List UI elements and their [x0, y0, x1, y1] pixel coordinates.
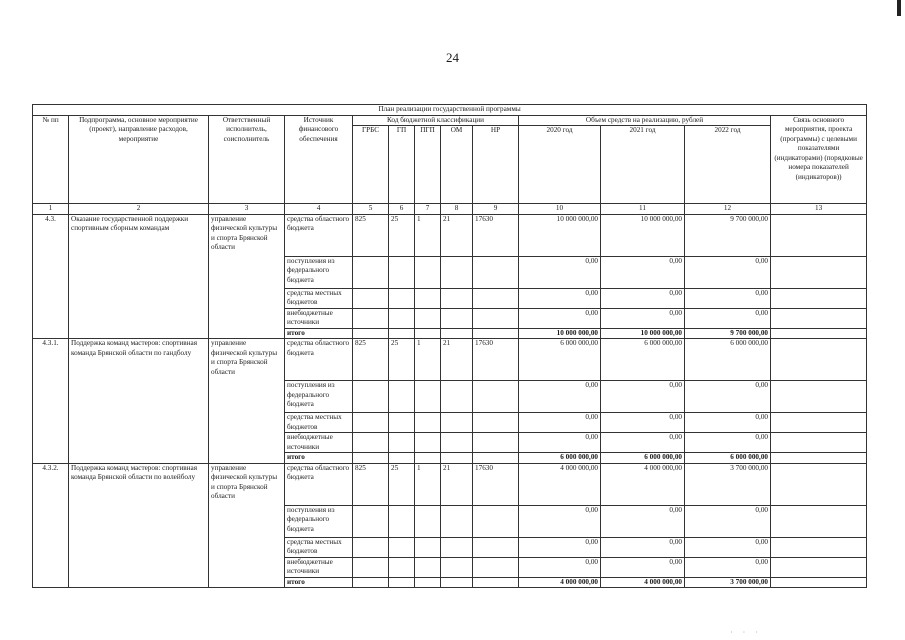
code-empty: [441, 256, 473, 288]
colnum: 3: [209, 204, 285, 215]
amount-2021: 10 000 000,00: [601, 214, 685, 256]
code-empty: [415, 557, 441, 577]
item-name: Оказание государственной поддержки спортивным сборным командам: [69, 214, 209, 339]
code-empty: [389, 557, 415, 577]
amount-2021: 4 000 000,00: [601, 463, 685, 505]
code-empty: [415, 413, 441, 433]
code-empty: [415, 505, 441, 537]
code-empty: [389, 413, 415, 433]
code-gp: 25: [389, 339, 415, 381]
amount-2022: 0,00: [685, 308, 771, 328]
code-gp: 25: [389, 214, 415, 256]
funding-source: внебюджетные источники: [285, 557, 353, 577]
plan-title: План реализации государственной программы: [33, 105, 867, 116]
plan-title-row: [33, 105, 867, 116]
colnum: 12: [685, 204, 771, 215]
subheader-y2020: 2020 год: [519, 126, 601, 204]
item-responsible: управление физической культуры и спорта Брянской области: [209, 463, 285, 588]
funding-source: поступления из федерального бюджета: [285, 505, 353, 537]
funding-source: средства областного бюджета: [285, 214, 353, 256]
code-np: 17630: [473, 214, 519, 256]
code-empty: [415, 577, 441, 588]
indicator-link: [771, 577, 867, 588]
code-empty: [353, 453, 389, 464]
funding-source: средства областного бюджета: [285, 463, 353, 505]
indicator-link: [771, 381, 867, 413]
col-header-amount: Объем средств на реализацию, рублей: [519, 115, 771, 126]
code-empty: [441, 433, 473, 453]
amount-2020: 0,00: [519, 381, 601, 413]
amount-2021: 0,00: [601, 433, 685, 453]
code-empty: [389, 537, 415, 557]
colnum: 6: [389, 204, 415, 215]
amount-2022: 6 000 000,00: [685, 453, 771, 464]
colnum: 1: [33, 204, 69, 215]
code-empty: [415, 453, 441, 464]
code-empty: [389, 308, 415, 328]
amount-2021: 6 000 000,00: [601, 453, 685, 464]
subheader-np: НР: [473, 126, 519, 204]
code-empty: [473, 433, 519, 453]
code-empty: [441, 308, 473, 328]
code-np: 17630: [473, 463, 519, 505]
scan-artifact: · · ·: [730, 628, 762, 637]
colnum: 8: [441, 204, 473, 215]
code-empty: [389, 505, 415, 537]
amount-2022: 0,00: [685, 557, 771, 577]
code-empty: [441, 381, 473, 413]
funding-source: внебюджетные источники: [285, 308, 353, 328]
funding-source: итого: [285, 453, 353, 464]
item-name: Поддержка команд мастеров: спортивная команда Брянской области по волейболу: [69, 463, 209, 588]
indicator-link: [771, 505, 867, 537]
code-empty: [415, 381, 441, 413]
code-empty: [353, 413, 389, 433]
subheader-grbs: ГРБС: [353, 126, 389, 204]
code-empty: [353, 381, 389, 413]
funding-source: итого: [285, 328, 353, 339]
amount-2020: 0,00: [519, 505, 601, 537]
code-pgp: 1: [415, 214, 441, 256]
amount-2022: 0,00: [685, 433, 771, 453]
code-empty: [389, 453, 415, 464]
amount-2020: 0,00: [519, 433, 601, 453]
col-header-source: Источник финансового обеспечения: [285, 115, 353, 204]
code-pgp: 1: [415, 339, 441, 381]
code-empty: [473, 537, 519, 557]
code-empty: [415, 256, 441, 288]
program-plan-table: [32, 104, 867, 588]
item-number: 4.3.2.: [33, 463, 69, 588]
code-empty: [389, 288, 415, 308]
amount-2020: 0,00: [519, 288, 601, 308]
code-empty: [441, 537, 473, 557]
amount-2021: 0,00: [601, 505, 685, 537]
item-number: 4.3.: [33, 214, 69, 339]
col-header-program: Подпрограмма, основное мероприятие (проект), направление расходов, мероприятие: [69, 115, 209, 204]
column-number-row: [33, 204, 867, 215]
code-empty: [353, 577, 389, 588]
indicator-link: [771, 537, 867, 557]
plan-body: [33, 214, 867, 588]
code-empty: [389, 577, 415, 588]
amount-2022: 6 000 000,00: [685, 339, 771, 381]
amount-2020: 10 000 000,00: [519, 328, 601, 339]
indicator-link: [771, 288, 867, 308]
amount-2020: 0,00: [519, 537, 601, 557]
code-empty: [441, 557, 473, 577]
indicator-link: [771, 413, 867, 433]
code-empty: [353, 537, 389, 557]
amount-2020: 0,00: [519, 557, 601, 577]
subheader-pgp: ПГП: [415, 126, 441, 204]
subheader-gp: ГП: [389, 126, 415, 204]
code-empty: [473, 256, 519, 288]
code-empty: [353, 288, 389, 308]
code-empty: [441, 505, 473, 537]
table-row: [33, 339, 867, 381]
scan-edge-mark: [897, 0, 901, 16]
amount-2022: 0,00: [685, 505, 771, 537]
item-responsible: управление физической культуры и спорта Брянской области: [209, 339, 285, 464]
indicator-link: [771, 557, 867, 577]
amount-2020: 0,00: [519, 256, 601, 288]
amount-2022: 0,00: [685, 413, 771, 433]
amount-2022: 3 700 000,00: [685, 463, 771, 505]
amount-2022: 9 700 000,00: [685, 214, 771, 256]
item-responsible: управление физической культуры и спорта Брянской области: [209, 214, 285, 339]
amount-2021: 0,00: [601, 256, 685, 288]
amount-2022: 0,00: [685, 537, 771, 557]
code-empty: [353, 328, 389, 339]
col-header-num: № пп: [33, 115, 69, 204]
code-empty: [473, 557, 519, 577]
amount-2021: 10 000 000,00: [601, 328, 685, 339]
code-om: 21: [441, 339, 473, 381]
subheader-y2021: 2021 год: [601, 126, 685, 204]
page-number: 24: [446, 50, 459, 65]
indicator-link: [771, 214, 867, 256]
colnum: 7: [415, 204, 441, 215]
code-empty: [415, 288, 441, 308]
indicator-link: [771, 256, 867, 288]
col-header-link: Связь основного мероприятия, проекта (программы) с целевыми показателями (индикаторами) (порядковые номера показателей (индикаторов)): [771, 115, 867, 204]
amount-2021: 0,00: [601, 308, 685, 328]
code-gp: 25: [389, 463, 415, 505]
amount-2020: 6 000 000,00: [519, 339, 601, 381]
code-empty: [389, 381, 415, 413]
indicator-link: [771, 339, 867, 381]
indicator-link: [771, 453, 867, 464]
amount-2020: 4 000 000,00: [519, 577, 601, 588]
subheader-y2022: 2022 год: [685, 126, 771, 204]
amount-2021: 0,00: [601, 537, 685, 557]
table-row: [33, 463, 867, 505]
code-np: 17630: [473, 339, 519, 381]
funding-source: средства местных бюджетов: [285, 413, 353, 433]
col-header-budget-code: Код бюджетной классификации: [353, 115, 519, 126]
amount-2021: 6 000 000,00: [601, 339, 685, 381]
code-grbs: 825: [353, 463, 389, 505]
amount-2021: 0,00: [601, 557, 685, 577]
item-name: Поддержка команд мастеров: спортивная команда Брянской области по гандболу: [69, 339, 209, 464]
code-empty: [389, 328, 415, 339]
code-empty: [415, 537, 441, 557]
colnum: 11: [601, 204, 685, 215]
code-empty: [389, 433, 415, 453]
code-empty: [415, 328, 441, 339]
indicator-link: [771, 308, 867, 328]
amount-2022: 0,00: [685, 381, 771, 413]
code-empty: [353, 557, 389, 577]
item-number: 4.3.1.: [33, 339, 69, 464]
amount-2021: 4 000 000,00: [601, 577, 685, 588]
amount-2021: 0,00: [601, 381, 685, 413]
amount-2020: 0,00: [519, 308, 601, 328]
subheader-om: ОМ: [441, 126, 473, 204]
code-empty: [473, 381, 519, 413]
code-pgp: 1: [415, 463, 441, 505]
funding-source: средства местных бюджетов: [285, 537, 353, 557]
colnum: 13: [771, 204, 867, 215]
code-empty: [473, 413, 519, 433]
code-empty: [441, 328, 473, 339]
col-header-responsible: Ответственный исполнитель, соисполнитель: [209, 115, 285, 204]
colnum: 2: [69, 204, 209, 215]
funding-source: итого: [285, 577, 353, 588]
amount-2021: 0,00: [601, 413, 685, 433]
code-empty: [353, 433, 389, 453]
code-empty: [415, 433, 441, 453]
funding-source: поступления из федерального бюджета: [285, 381, 353, 413]
code-empty: [441, 288, 473, 308]
code-empty: [473, 453, 519, 464]
code-empty: [473, 308, 519, 328]
code-empty: [473, 577, 519, 588]
code-empty: [473, 288, 519, 308]
amount-2020: 0,00: [519, 413, 601, 433]
funding-source: средства местных бюджетов: [285, 288, 353, 308]
code-empty: [389, 256, 415, 288]
indicator-link: [771, 433, 867, 453]
code-empty: [415, 308, 441, 328]
amount-2020: 6 000 000,00: [519, 453, 601, 464]
code-grbs: 825: [353, 339, 389, 381]
code-empty: [473, 328, 519, 339]
code-om: 21: [441, 214, 473, 256]
amount-2022: 0,00: [685, 288, 771, 308]
code-grbs: 825: [353, 214, 389, 256]
colnum: 4: [285, 204, 353, 215]
indicator-link: [771, 463, 867, 505]
amount-2020: 10 000 000,00: [519, 214, 601, 256]
indicator-link: [771, 328, 867, 339]
amount-2022: 0,00: [685, 256, 771, 288]
code-om: 21: [441, 463, 473, 505]
table-row: [33, 214, 867, 256]
colnum: 10: [519, 204, 601, 215]
funding-source: средства областного бюджета: [285, 339, 353, 381]
code-empty: [441, 577, 473, 588]
code-empty: [473, 505, 519, 537]
funding-source: внебюджетные источники: [285, 433, 353, 453]
amount-2021: 0,00: [601, 288, 685, 308]
header-row: [33, 115, 867, 126]
code-empty: [353, 505, 389, 537]
code-empty: [353, 256, 389, 288]
code-empty: [353, 308, 389, 328]
colnum: 5: [353, 204, 389, 215]
code-empty: [441, 453, 473, 464]
amount-2020: 4 000 000,00: [519, 463, 601, 505]
amount-2022: 3 700 000,00: [685, 577, 771, 588]
funding-source: поступления из федерального бюджета: [285, 256, 353, 288]
code-empty: [441, 413, 473, 433]
colnum: 9: [473, 204, 519, 215]
amount-2022: 9 700 000,00: [685, 328, 771, 339]
